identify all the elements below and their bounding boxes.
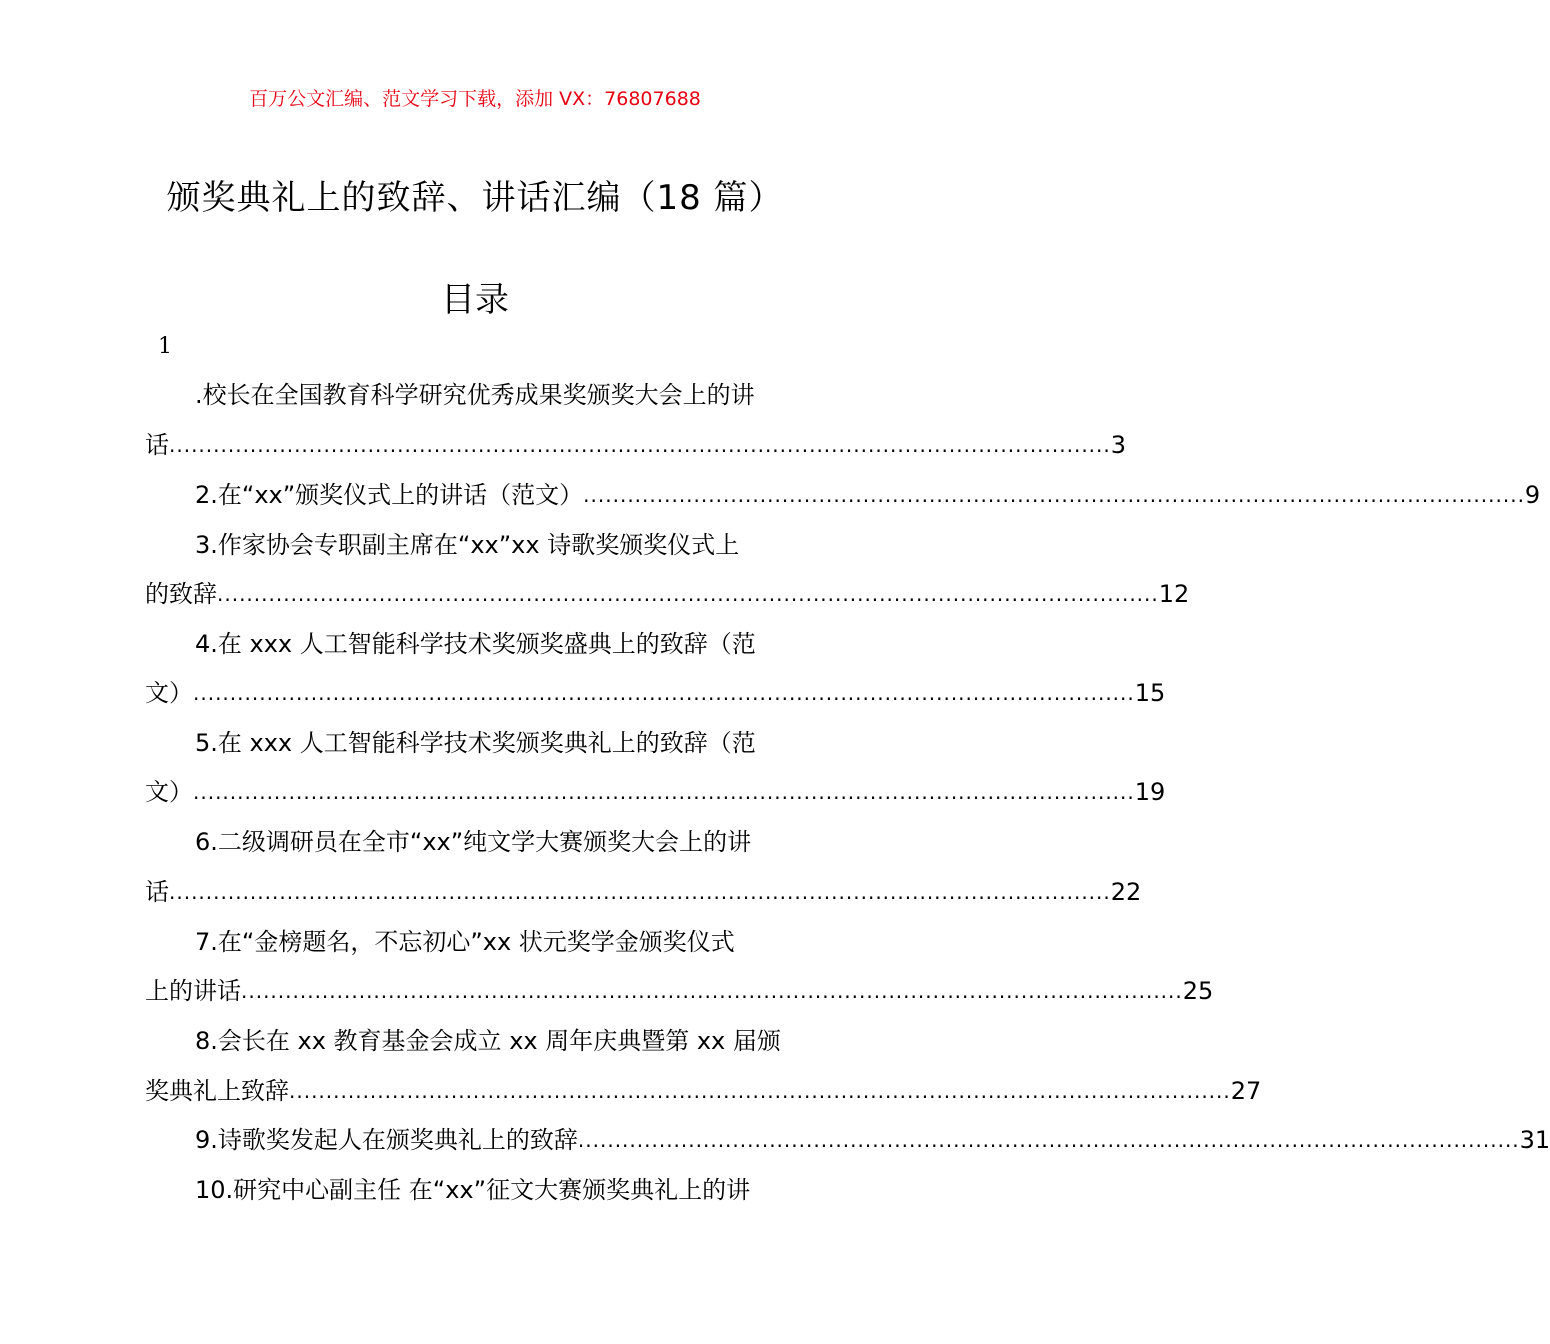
toc-line xyxy=(195,1172,807,1208)
toc-leader-dots: ................................................................................................................................ xyxy=(169,433,1111,457)
toc-entry-text: 2.在“xx”颁奖仪式上的讲话（范文） xyxy=(195,481,584,509)
toc-line xyxy=(145,874,1142,910)
toc-page-number: 15 xyxy=(1134,679,1166,707)
toc-entry-text: 话 xyxy=(145,878,169,906)
toc-heading: 目录 xyxy=(441,280,509,320)
toc-entry-text: 话 xyxy=(145,431,169,459)
toc-leader-dots: ................................................................................................................................ xyxy=(241,979,1183,1003)
toc-entry-text: 文） xyxy=(145,679,193,707)
toc-line xyxy=(145,1073,1262,1109)
toc-line xyxy=(145,774,1166,810)
toc-line xyxy=(195,527,807,563)
toc-page-number: 31 xyxy=(1519,1126,1550,1154)
toc-page-number: 22 xyxy=(1110,878,1142,906)
toc-entry-text: 文） xyxy=(145,778,193,806)
toc-entry-text: 奖典礼上致辞 xyxy=(145,1077,289,1105)
toc-page-number: 25 xyxy=(1182,977,1214,1005)
toc-line xyxy=(195,1122,1550,1158)
toc-page-number: 27 xyxy=(1230,1077,1262,1105)
toc-leader-dots: ................................................................................................................................ xyxy=(193,681,1135,705)
toc-line xyxy=(195,924,807,960)
toc-entry-text: .校长在全国教育科学研究优秀成果奖颁奖大会上的讲 xyxy=(195,381,755,409)
toc-page-number: 19 xyxy=(1134,778,1166,806)
toc-entry-text: 9.诗歌奖发起人在颁奖典礼上的致辞 xyxy=(195,1126,578,1154)
toc-page-number: 9 xyxy=(1524,481,1541,509)
toc-line xyxy=(195,626,807,662)
toc-line xyxy=(145,576,1190,612)
toc-leader-dots: ................................................................................................................................ xyxy=(577,1128,1520,1152)
toc-page-number: 3 xyxy=(1110,431,1127,459)
toc-line xyxy=(145,675,1166,711)
toc-leader-dots: ................................................................................................................................ xyxy=(193,780,1135,804)
toc-entry-text: 5.在 xxx 人工智能科学技术奖颁奖典礼上的致辞（范 xyxy=(195,729,756,757)
toc-leader-dots: ................................................................................................................................ xyxy=(583,483,1525,507)
toc-line xyxy=(195,824,807,860)
toc-leader-dots: ................................................................................................................................ xyxy=(289,1079,1231,1103)
toc-entry-text: 上的讲话 xyxy=(145,977,241,1005)
toc-leader-dots: ................................................................................................................................ xyxy=(169,880,1111,904)
toc-line xyxy=(145,973,1214,1009)
toc-entry-text: 8.会长在 xx 教育基金会成立 xx 周年庆典暨第 xx 届颁 xyxy=(195,1027,781,1055)
toc-page-number: 12 xyxy=(1158,580,1190,608)
document-title: 颁奖典礼上的致辞、讲话汇编（18 篇） xyxy=(166,178,784,218)
toc-line xyxy=(195,477,1541,513)
watermark-banner: 百万公文汇编、范文学习下载，添加 VX：76807688 xyxy=(249,88,701,110)
toc-entry-text: 4.在 xxx 人工智能科学技术奖颁奖盛典上的致辞（范 xyxy=(195,630,756,658)
toc-entry-text: 3.作家协会专职副主席在“xx”xx 诗歌奖颁奖仪式上 xyxy=(195,531,740,559)
toc-line xyxy=(195,725,807,761)
toc-leader-dots: ................................................................................................................................ xyxy=(217,582,1159,606)
toc-entry-text: 10.研究中心副主任 在“xx”征文大赛颁奖典礼上的讲 xyxy=(195,1176,751,1204)
toc-entry-text: 的致辞 xyxy=(145,580,217,608)
toc-first-number: 1 xyxy=(158,334,172,359)
toc-entry-text: 6.二级调研员在全市“xx”纯文学大赛颁奖大会上的讲 xyxy=(195,828,752,856)
toc-line xyxy=(145,427,1127,463)
toc-line xyxy=(195,377,807,413)
toc-line xyxy=(195,1023,807,1059)
toc-entry-text: 7.在“金榜题名，不忘初心”xx 状元奖学金颁奖仪式 xyxy=(195,928,735,956)
